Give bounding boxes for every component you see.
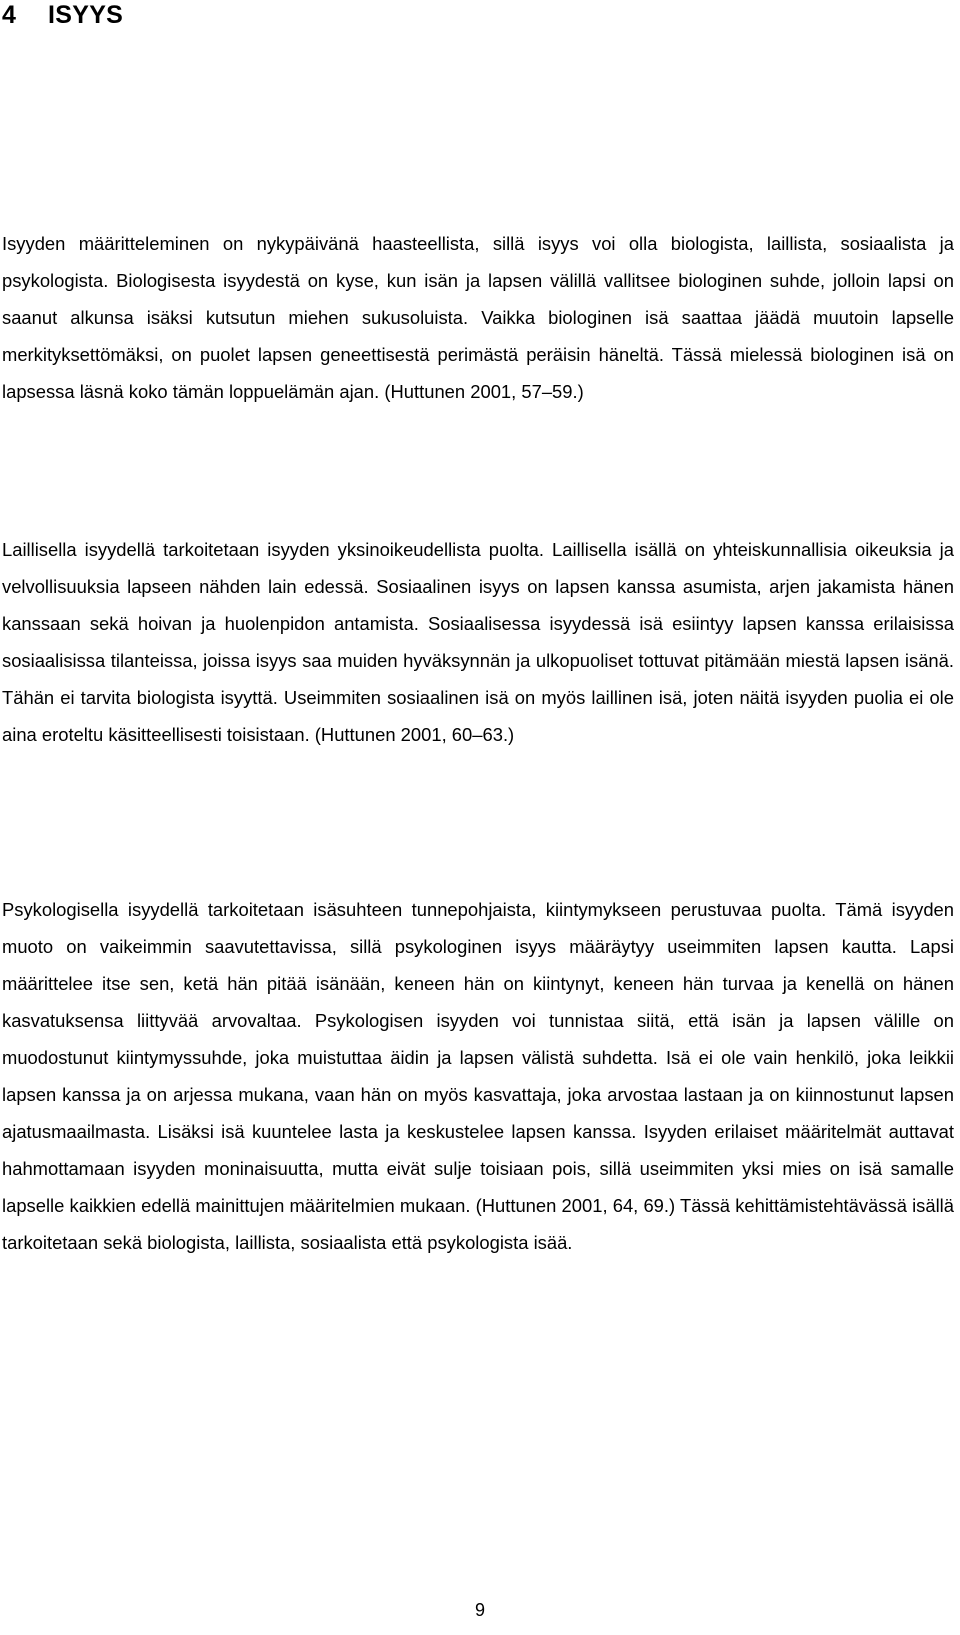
chapter-heading [2,0,123,30]
paragraph-legal-social-fatherhood: Laillisella isyydellä tarkoitetaan isyyden yksinoikeudellista puolta. Laillisella isällä on yhteiskunnallisia oikeuksia ja velvollisuuksia lapseen nähden lain edessä. Sosiaalinen isyys on lapsen kanssa asumista, arjen jakamista hänen kanssaan sekä hoivan ja huolenpidon antamista. Sosiaalisessa isyydessä isä esiintyy lapsen kanssa erilaisissa sosiaalisissa tilanteissa, joissa isyys saa muiden hyväksynnän ja ulkopuoliset tottuvat pitämään miestä lapsen isänä. Tähän ei tarvita biologista isyyttä. Useimmiten sosiaalinen isä on myös laillinen isä, joten näitä isyyden puolia ei ole aina eroteltu käsitteellisesti toisistaan. (Huttunen 2001, 60–63.) [2,539,954,745]
paragraph-biological-fatherhood: Isyyden määritteleminen on nykypäivänä haasteellista, sillä isyys voi olla biologista, laillista, sosiaalista ja psykologista. Biologisesta isyydestä on kyse, kun isän ja lapsen välillä vallitsee biologinen suhde, jolloin lapsi on saanut alkunsa isäksi kutsutun miehen sukusoluista. Vaikka biologinen isä saattaa jäädä muutoin lapselle merkityksettömäksi, on puolet lapsen geneettisestä perimästä peräisin häneltä. Tässä mielessä biologinen isä on lapsessa läsnä koko tämän loppuelämän ajan. (Huttunen 2001, 57–59.) [2,233,954,402]
page-number: 9 [474,1600,485,1620]
chapter-number: 4 [2,1,17,29]
paragraph-psychological-fatherhood: Psykologisella isyydellä tarkoitetaan isäsuhteen tunnepohjaista, kiintymykseen perustuvaa puolta. Tämä isyyden muoto on vaikeimmin saavutettavissa, sillä psykologinen isyys määräytyy useimmiten lapsen kautta. Lapsi määrittelee itse sen, ketä hän pitää isänään, keneen hän on kiintynyt, keneen hän turvaa ja kenellä on hänen kasvatuksensa liittyvää arvovaltaa. Psykologisen isyyden voi tunnistaa siitä, että isän ja lapsen välille on muodostunut kiintymyssuhde, joka muistuttaa äidin ja lapsen välistä suhdetta. Isä ei ole vain henkilö, joka leikkii lapsen kanssa ja on arjessa mukana, vaan hän on myös kasvattaja, joka arvostaa lastaan ja on kiinnostunut lapsen ajatusmaailmasta. Lisäksi isä kuuntelee lasta ja keskustelee lapsen kanssa. Isyyden erilaiset määritelmät auttavat hahmottamaan isyyden moninaisuutta, mutta eivät sulje toisiaan pois, sillä useimmiten yksi mies on isä samalle lapselle kaikkien edellä mainittujen määritelmien mukaan. (Huttunen 2001, 64, 69.) Tässä kehittämistehtävässä isällä tarkoitetaan sekä biologista, laillista, sosiaalista että psykologista isää. [2,899,954,1253]
chapter-title: ISYYS [48,1,124,29]
